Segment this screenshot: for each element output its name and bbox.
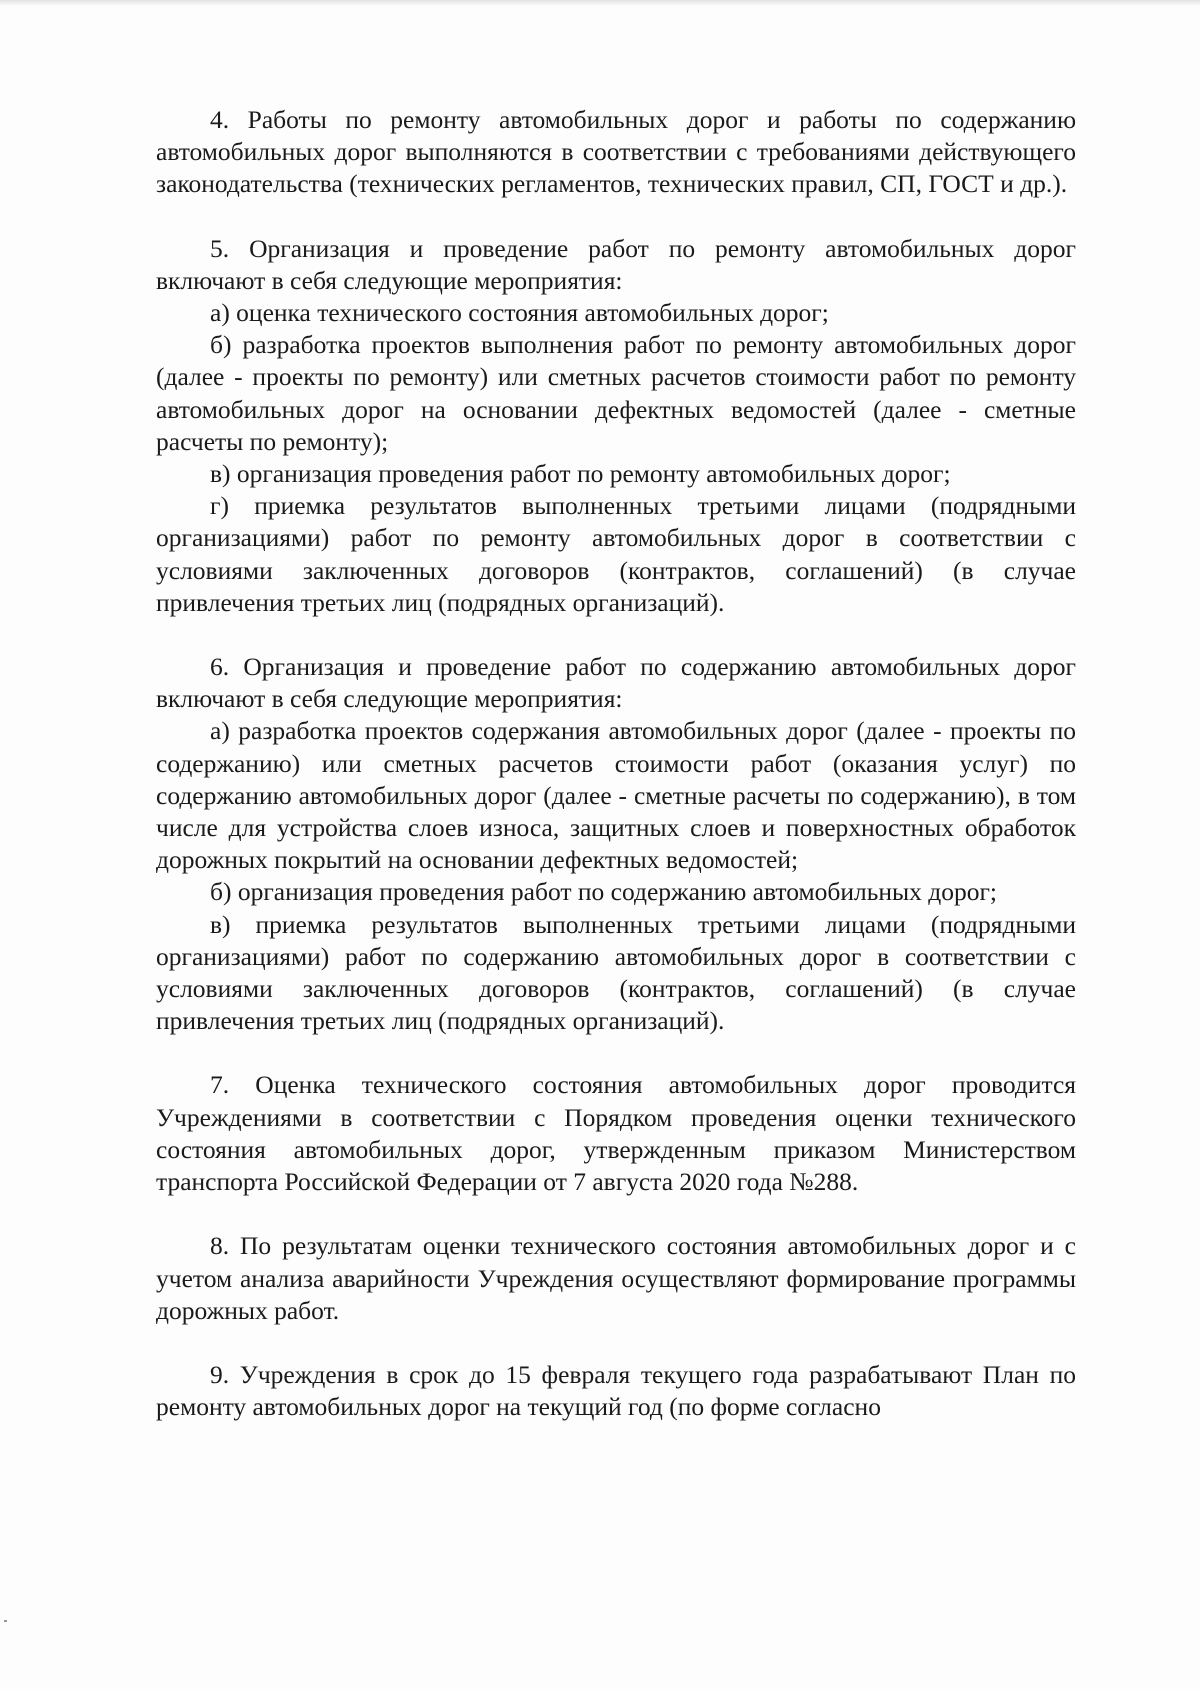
paragraph-gap — [156, 201, 1076, 233]
paragraph-gap — [156, 1198, 1076, 1230]
paragraph-7: 7. Оценка технического состояния автомобильных дорог проводится Учреждениями в соответствии с Порядком проведения оценки технического состояния автомобильных дорог, утвержденным приказом Министерством транспорта Российской Федерации от 7 августа 2020 года №288. — [156, 1070, 1076, 1197]
paragraph-6-item-v: в) приемка результатов выполненных третьими лицами (подрядными организациями) работ по содержанию автомобильных дорог в соответствии с условиями заключенных договоров (контрактов, соглашений) (в случае привлечения третьих лиц (подрядных организаций). — [156, 909, 1076, 1036]
paragraph-gap — [156, 619, 1076, 651]
paragraph-8: 8. По результатам оценки технического состояния автомобильных дорог и с учетом анализа аварийности Учреждения осуществляют формирование программы дорожных работ. — [156, 1231, 1076, 1325]
paragraph-9: 9. Учреждения в срок до 15 февраля текущего года разрабатывают План по ремонту автомобильных дорог на текущий год (по форме согласно — [156, 1359, 1076, 1422]
paragraph-5-item-v: в) организация проведения работ по ремонту автомобильных дорог; — [210, 459, 951, 489]
paragraph-5-item-a: а) оценка технического состояния автомобильных дорог; — [210, 298, 829, 328]
paragraph-5-item-g: г) приемка результатов выполненных третьими лицами (подрядными организациями) работ по ремонту автомобильных дорог в соответствии с условиями заключенных договоров (контрактов, соглашений) (в случае привлечения третьих лиц (подрядных организаций). — [156, 491, 1076, 617]
paragraph-gap — [156, 1327, 1076, 1359]
paragraph-6-item-a: а) разработка проектов содержания автомобильных дорог (далее - проекты по содержанию) или сметных расчетов стоимости работ (оказания услуг) по содержанию автомобильных дорог (далее - сметные расчеты по содержанию), в том числе для устройства слоев износа, защитных слоев и поверхностных обработок дорожных покрытий на основании дефектных ведомостей; — [156, 716, 1076, 875]
paragraph-5: 5. Организация и проведение работ по ремонту автомобильных дорог включают в себя следующие мероприятия: — [156, 233, 1076, 295]
paragraph-5-item-b: б) разработка проектов выполнения работ по ремонту автомобильных дорог (далее - проекты по ремонту) или сметных расчетов стоимости работ по ремонту автомобильных дорог на основании дефектных ведомостей (далее - сметные расчеты по ремонту); — [156, 330, 1076, 456]
scan-speck — [4, 1620, 7, 1622]
scan-edge — [0, 0, 1200, 6]
paragraph-gap — [156, 1037, 1076, 1069]
paragraph-6-item-b: б) организация проведения работ по содержанию автомобильных дорог; — [210, 877, 998, 907]
paragraph-4: 4. Работы по ремонту автомобильных дорог и работы по содержанию автомобильных дорог выполняются в соответствии с требованиями действующего законодательства (технических регламентов, технических правил, СП, ГОСТ и др.). — [156, 105, 1076, 199]
document-body — [156, 104, 1076, 1423]
paragraph-6: 6. Организация и проведение работ по содержанию автомобильных дорог включают в себя следующие мероприятия: — [156, 652, 1076, 714]
